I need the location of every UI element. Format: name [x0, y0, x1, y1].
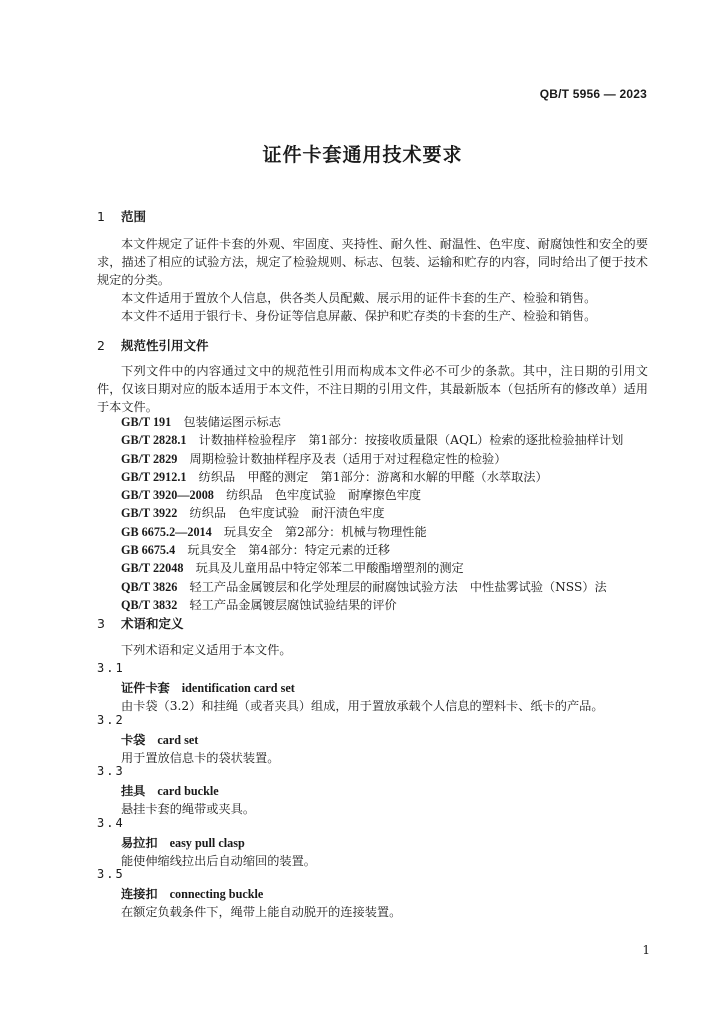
reference-title: 玩具安全 第2部分：机械与物理性能 [223, 524, 427, 539]
reference-title: 玩具安全 第4部分：特定元素的迁移 [187, 543, 391, 558]
section-title: 规范性引用文件 [121, 338, 209, 353]
term-zh: 挂具 [121, 784, 146, 798]
reference-item [121, 578, 623, 596]
reference-item [121, 413, 623, 431]
term-definition: 用于置放信息卡的袋状装置。 [121, 751, 280, 765]
standard-number: QB/T 5956 — 2023 [539, 87, 647, 101]
term-definition: 悬挂卡套的绳带或夹具。 [121, 802, 256, 816]
reference-item [121, 504, 623, 522]
section-title: 范围 [121, 209, 147, 224]
reference-item [121, 468, 623, 486]
term-number: 3.1 [97, 661, 125, 675]
term-name [121, 834, 245, 851]
term-definition: 能使伸缩线拉出后自动缩回的装置。 [121, 854, 316, 868]
reference-title: 纺织品 色牢度试验 耐摩擦色牢度 [226, 488, 422, 503]
reference-title: 轻工产品金属镀层腐蚀试验结果的评价 [189, 597, 397, 612]
page-number: 1 [642, 943, 650, 957]
term-zh: 易拉扣 [121, 836, 158, 850]
reference-item [121, 486, 623, 504]
reference-title: 轻工产品金属镀层和化学处理层的耐腐蚀试验方法 中性盐雾试验（NSS）法 [189, 579, 607, 594]
scope-paragraph-3: 本文件不适用于银行卡、身份证等信息屏蔽、保护和贮存类的卡套的生产、检验和销售。 [121, 309, 597, 323]
reference-title: 纺织品 色牢度试验 耐汗渍色牢度 [189, 506, 385, 521]
section-number: 2 [97, 338, 105, 353]
term-en: easy pull clasp [169, 836, 245, 850]
reference-code: GB/T 2912.1 [121, 469, 187, 484]
term-en: connecting buckle [169, 887, 264, 901]
reference-code: GB 6675.4 [121, 543, 176, 558]
terms-intro: 下列术语和定义适用于本文件。 [121, 643, 292, 657]
reference-title: 计数抽样检验程序 第1部分：按接收质量限（AQL）检索的逐批检验抽样计划 [198, 433, 624, 448]
term-definition: 在额定负载条件下，绳带上能自动脱开的连接装置。 [121, 905, 402, 919]
term-number: 3.5 [97, 867, 125, 881]
term-name [121, 885, 263, 902]
reference-code: GB/T 2829 [121, 451, 178, 466]
term-zh: 连接扣 [121, 887, 158, 901]
reference-code: QB/T 3826 [121, 579, 178, 594]
term-zh: 卡袋 [121, 733, 146, 747]
term-definition: 由卡袋（3.2）和挂绳（或者夹具）组成，用于置放承载个人信息的塑料卡、纸卡的产品。 [121, 699, 604, 713]
reference-code: GB/T 191 [121, 415, 172, 429]
term-number: 3.2 [97, 713, 125, 727]
reference-item [121, 431, 623, 449]
reference-code: GB/T 3920—2008 [121, 488, 214, 503]
reference-item [121, 450, 623, 468]
reference-list [121, 413, 623, 614]
term-number: 3.4 [97, 816, 125, 830]
term-name [121, 731, 198, 748]
reference-code: GB/T 2828.1 [121, 433, 187, 448]
reference-title: 纺织品 甲醛的测定 第1部分：游离和水解的甲醛（水萃取法） [198, 469, 548, 484]
reference-title: 周期检验计数抽样程序及表（适用于对过程稳定性的检验） [189, 451, 507, 466]
reference-code: QB/T 3832 [121, 597, 178, 612]
term-number: 3.3 [97, 764, 125, 778]
section-number: 1 [97, 209, 105, 224]
reference-code: GB/T 3922 [121, 506, 178, 521]
reference-item [121, 596, 623, 614]
reference-title: 玩具及儿童用品中特定邻苯二甲酸酯增塑剂的测定 [195, 561, 464, 576]
document-title: 证件卡套通用技术要求 [262, 144, 463, 166]
reference-item [121, 523, 623, 541]
term-zh: 证件卡套 [121, 681, 170, 695]
section-number: 3 [97, 616, 105, 631]
term-en: card set [157, 733, 199, 747]
term-en: identification card set [181, 681, 295, 695]
scope-paragraph-1: 本文件规定了证件卡套的外观、牢固度、夹持性、耐久性、耐温性、色牢度、耐腐蚀性和安全的要求，描述了相应的试验方法，规定了检验规则、标志、包装、运输和贮存的内容，同时给出了便于技术规定的分类。 [97, 237, 648, 287]
reference-item [121, 559, 623, 577]
section-heading-normative [97, 336, 209, 354]
term-name [121, 679, 295, 696]
reference-title: 包装储运图示标志 [183, 415, 281, 429]
section-heading-terms [97, 614, 184, 632]
scope-paragraph-2: 本文件适用于置放个人信息，供各类人员配戴、展示用的证件卡套的生产、检验和销售。 [121, 291, 597, 305]
section-title: 术语和定义 [121, 616, 184, 631]
term-name [121, 782, 219, 799]
section-heading-scope [97, 207, 146, 225]
reference-item [121, 541, 623, 559]
term-en: card buckle [157, 784, 219, 798]
reference-code: GB/T 22048 [121, 561, 184, 576]
reference-code: GB 6675.2—2014 [121, 524, 212, 539]
normative-intro: 下列文件中的内容通过文中的规范性引用而构成本文件必不可少的条款。其中，注日期的引用文件，仅该日期对应的版本适用于本文件，不注日期的引用文件，其最新版本（包括所有的修改单）适用于本文件。 [97, 364, 648, 414]
